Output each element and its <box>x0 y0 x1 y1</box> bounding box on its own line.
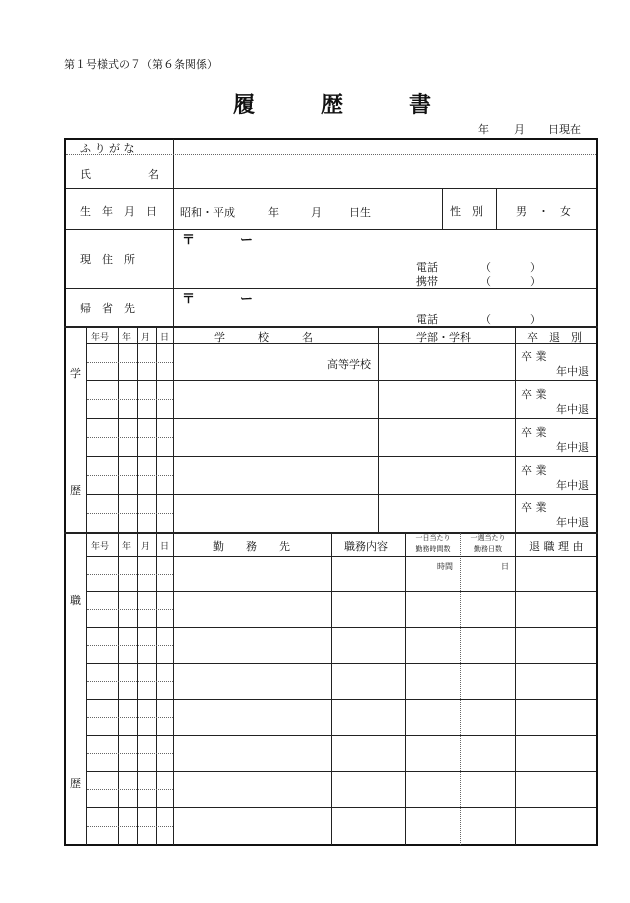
furigana-label: ふ り が な <box>80 142 135 155</box>
label-divider <box>173 139 174 326</box>
section-divider <box>64 326 598 328</box>
work-subrow <box>87 681 173 682</box>
work-col <box>331 533 332 845</box>
edu-row <box>87 380 596 381</box>
dropout-label: 年中退 <box>556 365 589 378</box>
work-col <box>173 533 174 845</box>
edu-header-month: 月 <box>141 333 151 343</box>
edu-header-faculty: 学部・学科 <box>416 331 471 344</box>
work-row <box>87 591 596 592</box>
work-side-bottom: 歴 <box>70 777 81 790</box>
grad-label: 卒 業 <box>521 350 547 363</box>
edu-header-day: 日 <box>160 333 170 343</box>
work-row <box>87 735 596 736</box>
address-label: 現 住 所 <box>80 253 135 266</box>
work-col <box>405 533 406 845</box>
grad-label: 卒 業 <box>521 388 547 401</box>
edu-header-year: 年 <box>122 333 132 343</box>
work-row <box>87 699 596 700</box>
work-subrow <box>87 717 173 718</box>
name-label-2: 名 <box>148 168 159 181</box>
mobile-label: 携帯 <box>416 275 438 288</box>
postal-mark: 〒 <box>182 292 196 307</box>
grad-label: 卒 業 <box>521 464 547 477</box>
work-side-divider <box>86 533 87 845</box>
work-subrow <box>87 753 173 754</box>
work-col <box>515 533 516 845</box>
date-current: 日現在 <box>548 123 581 136</box>
edu-col <box>156 327 157 532</box>
edu-header-line <box>87 343 596 344</box>
work-col <box>118 533 119 845</box>
edu-subrow <box>87 362 173 363</box>
work-header-reason: 退 職 理 由 <box>529 540 584 553</box>
phone-label: 電話 <box>416 313 438 326</box>
edu-col <box>173 327 174 532</box>
sex-options: 男 ・ 女 <box>516 205 571 218</box>
work-header-days-2: 勤務日数 <box>474 545 502 553</box>
dropout-label: 年中退 <box>556 403 589 416</box>
edu-col <box>515 327 516 532</box>
furigana-divider <box>66 154 596 155</box>
date-month: 月 <box>514 123 525 136</box>
dropout-label: 年中退 <box>556 479 589 492</box>
mobile-paren-close: ） <box>530 275 541 288</box>
page-title: 履 歴 書 <box>233 92 432 118</box>
grad-label: 卒 業 <box>521 501 547 514</box>
phone-paren-close: ） <box>530 313 541 326</box>
sex-divider <box>496 189 497 229</box>
homecoming-label: 帰 省 先 <box>80 302 135 315</box>
work-header-duties: 職務内容 <box>344 540 388 553</box>
phone-paren-open: （ <box>480 261 491 274</box>
phone-paren-close: ） <box>530 261 541 274</box>
work-subrow <box>87 574 173 575</box>
edu-subrow <box>87 399 173 400</box>
row-divider <box>66 188 596 189</box>
work-col-dotted <box>460 533 461 845</box>
work-side-top: 職 <box>70 594 81 607</box>
edu-col <box>137 327 138 532</box>
postal-mark: 〒 <box>182 233 196 248</box>
work-header-days-1: 一週当たり <box>470 534 506 542</box>
work-col <box>137 533 138 845</box>
birth-suffix: 日生 <box>349 206 371 219</box>
work-subrow <box>87 609 173 610</box>
birth-month: 月 <box>311 206 322 219</box>
sex-label: 性 別 <box>450 205 483 218</box>
work-header-hours-1: 一日当たり <box>415 534 451 542</box>
dropout-label: 年中退 <box>556 516 589 529</box>
hours-unit: 時間 <box>437 562 453 571</box>
name-label-1: 氏 <box>80 168 91 181</box>
edu-subrow <box>87 437 173 438</box>
grad-label: 卒 業 <box>521 426 547 439</box>
work-subrow <box>87 826 173 827</box>
edu-header-era: 年号 <box>91 333 110 343</box>
work-row <box>87 663 596 664</box>
work-row <box>87 771 596 772</box>
postal-dash: ー <box>240 292 254 307</box>
edu-header-status: 卒 退 別 <box>527 331 582 344</box>
work-header-hours-2: 勤務時間数 <box>415 545 451 553</box>
form-code: 第１号様式の７（第６条関係） <box>64 58 218 71</box>
phone-paren-open: （ <box>480 313 491 326</box>
days-unit: 日 <box>501 562 509 571</box>
edu-row <box>87 494 596 495</box>
work-col <box>156 533 157 845</box>
edu-subrow <box>87 513 173 514</box>
work-header-era: 年号 <box>91 542 110 552</box>
work-subrow <box>87 645 173 646</box>
work-row <box>87 807 596 808</box>
birth-label: 生 年 月 日 <box>80 205 157 218</box>
edu-row <box>87 456 596 457</box>
edu-side-top: 学 <box>70 367 81 380</box>
sex-divider <box>442 189 443 229</box>
work-header-month: 月 <box>141 542 151 552</box>
birth-year: 年 <box>268 206 279 219</box>
date-year: 年 <box>478 123 489 136</box>
work-header-day: 日 <box>160 542 170 552</box>
birth-era: 昭和・平成 <box>180 206 235 219</box>
edu-col <box>378 327 379 532</box>
edu-col <box>118 327 119 532</box>
work-header-employer: 勤 務 先 <box>213 540 290 553</box>
edu-subrow <box>87 475 173 476</box>
postal-dash: ー <box>240 233 254 248</box>
edu-side-divider <box>86 327 87 532</box>
row-divider <box>66 288 596 289</box>
mobile-paren-open: （ <box>480 275 491 288</box>
edu-side-bottom: 歴 <box>70 484 81 497</box>
edu-header-school: 学 校 名 <box>214 331 313 344</box>
edu-row <box>87 418 596 419</box>
dropout-label: 年中退 <box>556 441 589 454</box>
high-school-label: 高等学校 <box>327 358 371 371</box>
work-row <box>87 627 596 628</box>
work-header-line <box>87 556 596 557</box>
work-header-year: 年 <box>122 542 132 552</box>
phone-label: 電話 <box>416 261 438 274</box>
work-subrow <box>87 789 173 790</box>
row-divider <box>66 229 596 230</box>
